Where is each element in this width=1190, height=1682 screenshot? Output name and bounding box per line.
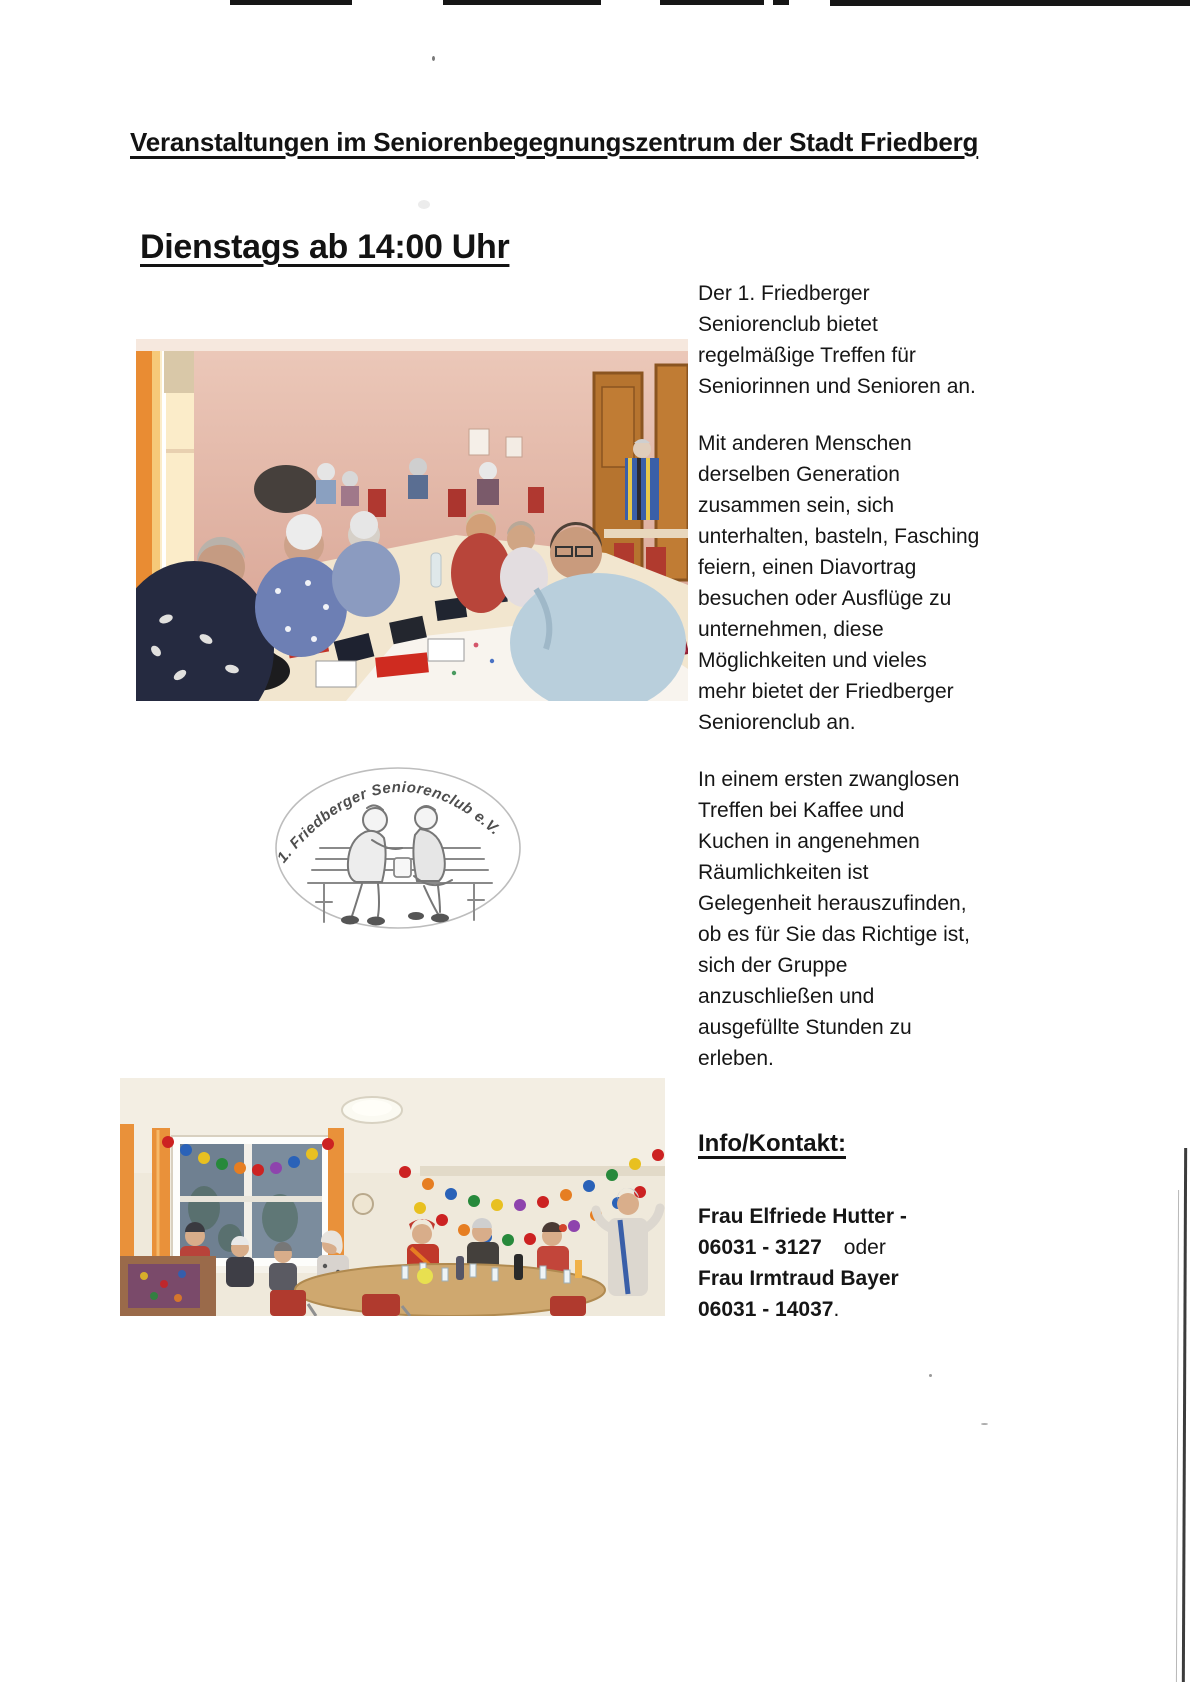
- scan-artifact-dash: [830, 0, 1190, 6]
- scan-artifact-dash: [660, 0, 764, 5]
- intro-paragraph-3: In einem ersten zwanglosen Treffen bei Kaffee und Kuchen in angenehmen Räumlichkeiten ist Gelegenheit herauszufinden, ob es für Sie das Richtige ist, sich der Gruppe anzuschließen und ausgefüllte Stunden zu erleben.: [698, 768, 970, 1070]
- scan-speck: [981, 1423, 988, 1425]
- photo-game-afternoon: [136, 339, 688, 701]
- scan-speck: [929, 1374, 932, 1377]
- info-kontakt-heading: Info/Kontakt:: [698, 1130, 846, 1157]
- scan-artifact-line: [1176, 1190, 1179, 1682]
- scan-artifact-line: [1182, 1148, 1187, 1682]
- page-title: Veranstaltungen im Seniorenbegegnungszentrum der Stadt Friedberg: [130, 127, 979, 157]
- logo-arc-text: 1. Friedberger Seniorenclub e.V.: [273, 778, 504, 867]
- scan-artifact-dash: [230, 0, 352, 5]
- scan-artifact-dash: [773, 0, 789, 5]
- contact-person2-name: Frau Irmtraud Bayer: [698, 1267, 899, 1290]
- seniorenclub-logo: [272, 736, 527, 941]
- photo-game-afternoon-illustration: [136, 339, 688, 701]
- intro-paragraph-2: Mit anderen Menschen derselben Generation zusammen sein, sich unterhalten, basteln, Fasching feiern, einen Diavortrag besuchen oder Ausflüge zu unternehmen, diese Möglichkeiten und vieles mehr bietet der Friedberger Seniorenclub an.: [698, 432, 980, 734]
- seniorenclub-logo-drawing: [272, 736, 527, 941]
- schedule-heading: Dienstags ab 14:00 Uhr: [140, 228, 510, 266]
- contact-sentence-end: .: [833, 1298, 840, 1321]
- scan-artifact-dash: [443, 0, 601, 5]
- contact-person1-phone: 06031 - 3127: [698, 1236, 822, 1259]
- contact-block: [698, 1201, 980, 1325]
- scan-speck: [432, 56, 435, 61]
- contact-person1-name: Frau Elfriede Hutter -: [698, 1205, 907, 1228]
- contact-person1-phone-line: [698, 1232, 980, 1263]
- intro-paragraph-1: Der 1. Friedberger Seniorenclub bietet regelmäßige Treffen für Seniorinnen und Senioren an.: [698, 282, 976, 398]
- contact-person2-phone-line: [698, 1294, 980, 1325]
- photo-fasching-party: [120, 1078, 665, 1316]
- contact-person2-phone: 06031 - 14037: [698, 1298, 834, 1321]
- photo-fasching-party-illustration: [120, 1078, 665, 1316]
- intro-text-column: [698, 278, 980, 1325]
- contact-connector: oder: [843, 1236, 886, 1259]
- scan-speck: [418, 200, 430, 209]
